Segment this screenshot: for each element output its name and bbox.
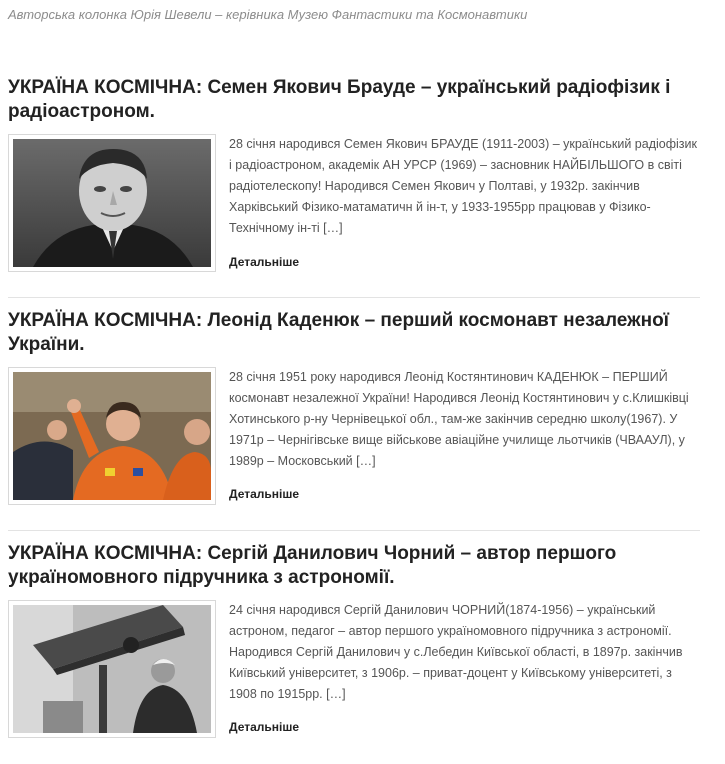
article-body [8,600,700,750]
portrait-photo [13,139,211,267]
article-title[interactable]: УКРАЇНА КОСМІЧНА: Семен Якович Брауде – український радіофізик і радіоастроном. [8,77,671,122]
article-thumbnail[interactable] [8,367,216,505]
article-body [8,134,700,284]
article-body [8,367,700,517]
article-braude [8,76,700,298]
telescope-photo [13,605,211,733]
read-more-link[interactable]: Детальніше [229,720,300,734]
article-title[interactable]: УКРАЇНА КОСМІЧНА: Леонід Каденюк – перший космонавт незалежної України. [8,310,670,355]
read-more-link[interactable]: Детальніше [229,487,300,501]
article-excerpt: 28 січня народився Семен Якович БРАУДЕ (1911-2003) – український радіофізик і радіоастроном, академік АН УРСР (1969) – засновник НАЙБІЛЬШОГО в світі радіотелескопу! Народився Семен Якович у Полтаві, у 1932р. закінчив Харківський Фізико-матаматичн й ін-т, у 1933-1955рр працював у Фізико-Технічному ін-ті […] [229,137,697,235]
read-more-link[interactable]: Детальніше [229,255,300,269]
article-title[interactable]: УКРАЇНА КОСМІЧНА: Сергій Данилович Чорний – автор першого україномовного підручника з астрономії. [8,543,617,588]
article-chorny [8,542,700,764]
article-kadenyuk [8,309,700,531]
article-thumbnail[interactable] [8,134,216,272]
column-subtitle: Авторська колонка Юрія Шевели – керівника Музею Фантастики та Космонавтики [8,7,528,22]
article-thumbnail[interactable] [8,600,216,738]
article-excerpt: 28 січня 1951 року народився Леонід Костянтинович КАДЕНЮК – ПЕРШИЙ космонавт незалежної України! Народився Леонід Костянтинович у с.Клишківці Хотинського р-ну Чернівецької обл., там-же закінчив середню школу(1967). У 1971р – Чернігівське вище військове авіаційне училище льотчиків (ЧВААУЛ), у 1989р – Московський […] [229,370,689,468]
article-excerpt: 24 січня народився Сергій Данилович ЧОРНИЙ(1874-1956) – український астроном, педагог – автор першого україномовного підручника з астрономії. Народився Сергій Данилович у с.Лебедин Київської області, в 1897р. закінчив Київський університет, з 1906р. – приват-доцент у Київському університеті, з 1908 по 1915рр. […] [229,603,683,701]
astronauts-photo [13,372,211,500]
